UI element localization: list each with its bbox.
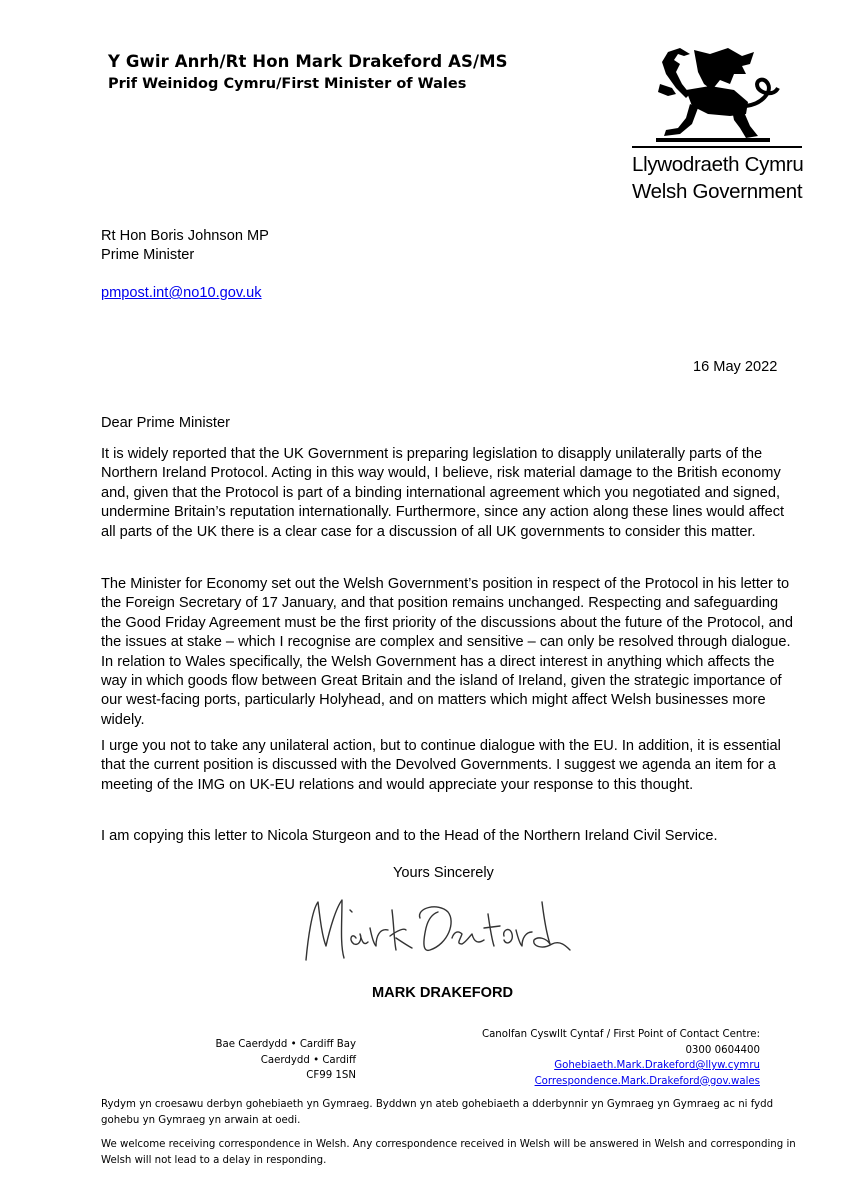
- footer-contact: [482, 1027, 760, 1089]
- signatory-name: MARK DRAKEFORD: [372, 985, 514, 1001]
- address-line-3: CF99 1SN: [306, 1070, 356, 1081]
- footer-address: [216, 1037, 356, 1084]
- salutation: Dear Prime Minister: [101, 415, 230, 431]
- contact-phone: 0300 0604400: [685, 1044, 760, 1056]
- contact-email-english-link[interactable]: Correspondence.Mark.Drakeford@gov.wales: [534, 1075, 760, 1087]
- logo-text-welsh: Llywodraeth Cymru: [632, 153, 804, 176]
- sender-name: Y Gwir Anrh/Rt Hon Mark Drakeford AS/MS: [108, 52, 508, 71]
- address-line-2: Caerdydd • Cardiff: [260, 1054, 356, 1066]
- handwritten-signature: [298, 888, 573, 970]
- body-paragraph-1: It is widely reported that the UK Government is preparing legislation to disapply unilaterally parts of the Northern Ireland Protocol. Acting in this way would, I believe, risk material damage to the British economy and, given that the Protocol is part of a binding international agreement which you negotiated and signed, undermine Britain’s reputation internationally. Furthermore, since any action along these lines would affect all parts of the UK there is a clear case for a discussion of all UK governments to consider this matter.: [101, 446, 785, 540]
- welsh-language-note: Rydym yn croesawu derbyn gohebiaeth yn Gymraeg. Byddwn yn ateb gohebiaeth a dderbynnir yn Gymraeg yn Gymraeg ac ni fydd gohebu yn Gymraeg yn arwain at oedi.: [101, 1099, 774, 1126]
- contact-email-welsh-link[interactable]: Gohebiaeth.Mark.Drakeford@llyw.cymru: [554, 1060, 760, 1071]
- sender-title: Prif Weinidog Cymru/First Minister of Wales: [108, 76, 467, 92]
- recipient-title: Prime Minister: [101, 247, 195, 264]
- closing: Yours Sincerely: [393, 865, 494, 881]
- logo-divider: [632, 146, 802, 148]
- recipient-name: Rt Hon Boris Johnson MP: [101, 228, 269, 244]
- address-line-1: Bae Caerdydd • Cardiff Bay: [215, 1039, 356, 1050]
- body-paragraph-2: The Minister for Economy set out the Welsh Government’s position in respect of the Protocol in his letter to the Foreign Secretary of 17 January, and that position remains unchanged. Respecting and safeguarding the Good Friday Agreement must be the first priority of the discussions about the future of the Protocol, and the issues at stake – which I recognise are complex and sensitive – can only be resolved through dialogue. In relation to Wales specifically, the Welsh Government has a direct interest in anything which affects the way in which goods flow between Great Britain and the island of Ireland, given the strategic importance of our west-facing ports, particularly Holyhead, and on matters which might affect Welsh businesses more widely.: [101, 576, 793, 728]
- body-paragraph-4: I am copying this letter to Nicola Sturgeon and to the Head of the Northern Ireland Civil Service.: [101, 828, 718, 844]
- logo-text-english: Welsh Government: [632, 180, 803, 203]
- body-paragraph-3: I urge you not to take any unilateral action, but to continue dialogue with the EU. In addition, it is essential that the current position is discussed with the Devolved Governments. I suggest we agenda an item for a meeting of the IMG on UK-EU relations and would appreciate your response to this thought.: [101, 738, 781, 793]
- english-language-note: We welcome receiving correspondence in Welsh. Any correspondence received in Welsh will be answered in Welsh and corresponding in Welsh will not lead to a delay in responding.: [101, 1139, 796, 1166]
- contact-centre-label: Canolfan Cyswllt Cyntaf / First Point of Contact Centre:: [481, 1029, 760, 1040]
- recipient-email-link[interactable]: pmpost.int@no10.gov.uk: [101, 285, 262, 301]
- welsh-dragon-logo-icon: [650, 44, 786, 144]
- recipient-block: [101, 227, 269, 266]
- letter-date: 16 May 2022: [693, 359, 778, 375]
